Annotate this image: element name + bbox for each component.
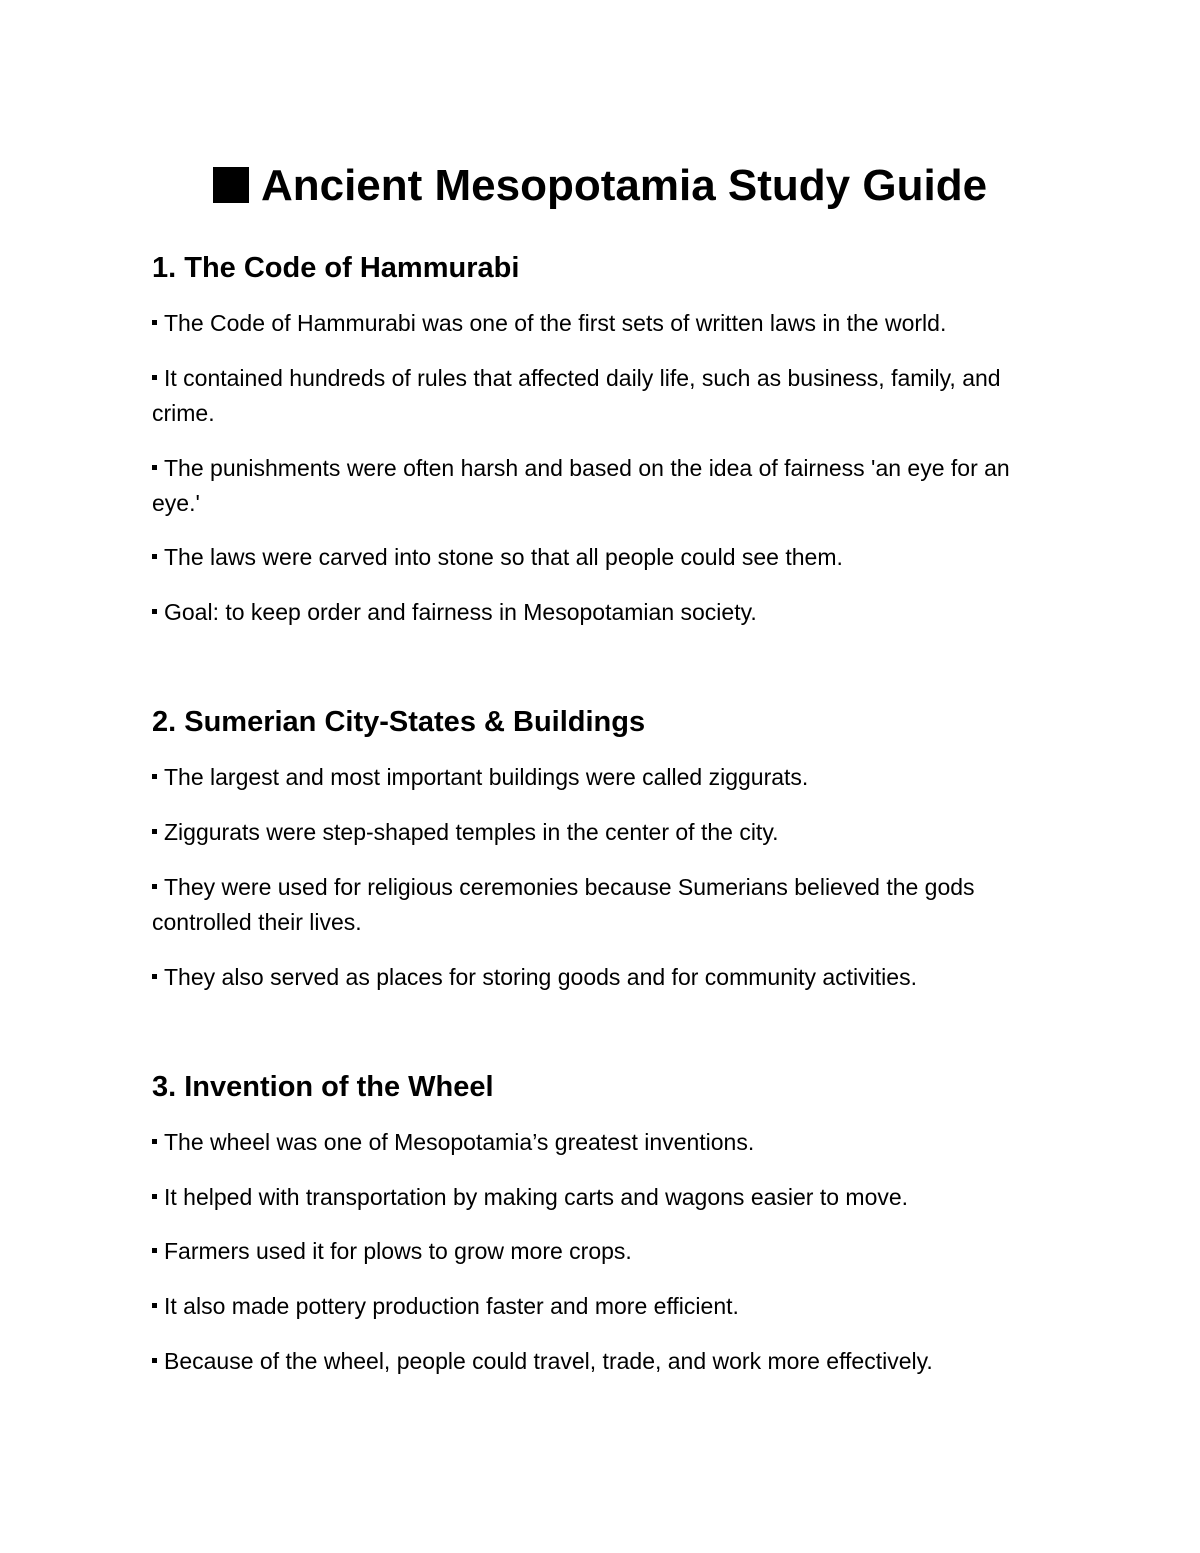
list-item: They also served as places for storing goods and for community activities. — [152, 960, 1052, 995]
bullet-icon — [152, 465, 157, 470]
bullet-icon — [152, 1248, 157, 1253]
bullet-icon — [152, 1358, 157, 1363]
list-item: The punishments were often harsh and based on the idea of fairness 'an eye for an eye.' — [152, 455, 1010, 516]
section-heading-sumerian: 2. Sumerian City-States & Buildings — [152, 706, 646, 738]
list-item: The Code of Hammurabi was one of the first sets of written laws in the world. — [152, 306, 1052, 341]
list-item: It helped with transportation by making carts and wagons easier to move. — [152, 1180, 1052, 1215]
bullet-icon — [152, 974, 157, 979]
list-item: Ziggurats were step-shaped temples in the center of the city. — [152, 815, 1052, 850]
section-heading-wheel: 3. Invention of the Wheel — [152, 1071, 494, 1103]
bullet-icon — [152, 1303, 157, 1308]
bullet-icon — [152, 774, 157, 779]
page-title — [0, 158, 1200, 214]
page-title-text: Ancient Mesopotamia Study Guide — [260, 161, 988, 210]
list-item: Farmers used it for plows to grow more crops. — [152, 1234, 1052, 1269]
list-item: It also made pottery production faster and more efficient. — [152, 1289, 1052, 1324]
bullet-icon — [152, 1139, 157, 1144]
bullet-icon — [152, 829, 157, 834]
bullet-icon — [152, 554, 157, 559]
list-item: Goal: to keep order and fairness in Mesopotamian society. — [152, 595, 1052, 630]
list-item: The laws were carved into stone so that all people could see them. — [152, 540, 1052, 575]
list-item: The largest and most important buildings were called ziggurats. — [152, 760, 1052, 795]
section-heading-hammurabi: 1. The Code of Hammurabi — [152, 252, 520, 284]
list-item: It contained hundreds of rules that affected daily life, such as business, family, and crime. — [152, 365, 1001, 426]
bullet-icon — [152, 1194, 157, 1199]
list-item: Because of the wheel, people could travel, trade, and work more effectively. — [152, 1344, 1052, 1379]
bullet-icon — [152, 320, 157, 325]
bullet-icon — [152, 609, 157, 614]
bullet-icon — [152, 375, 157, 380]
list-item: The wheel was one of Mesopotamia’s greatest inventions. — [152, 1125, 1052, 1160]
square-bullet-icon — [213, 167, 249, 203]
list-item: They were used for religious ceremonies because Sumerians believed the gods controlled their lives. — [152, 874, 975, 935]
bullet-icon — [152, 884, 157, 889]
